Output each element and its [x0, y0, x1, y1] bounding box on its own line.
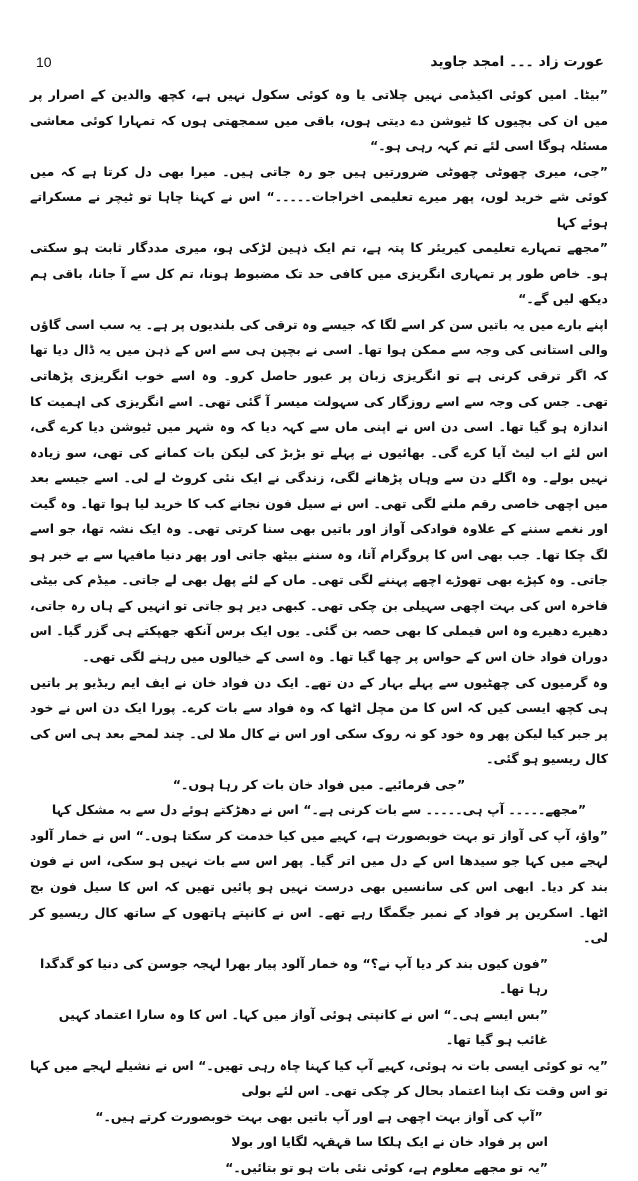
body-text	[30, 82, 608, 1181]
paragraph: ”جی، میری چھوٹی چھوٹی ضرورتیں ہیں جو رہ جاتی ہیں۔ میرا بھی دل کرتا ہے کہ میں کوئی شے خرید لوں، پھر میرے تعلیمی اخراجات۔۔۔۔۔“ اس نے کہنا چاہا تو ٹیچر نے مسکراتے ہوئے کہا	[30, 163, 608, 230]
dialogue-line: ”آپ کی آواز بہت اچھی ہے اور آپ باتیں بھی بہت خوبصورت کرتے ہیں۔“	[95, 1108, 543, 1124]
paragraph: ”مجھے تمہارے تعلیمی کیریئر کا پتہ ہے، تم ایک ذہین لڑکی ہو، میری مددگار ثابت ہو سکتی ہو۔ خاص طور پر تمہاری انگریزی میں کافی حد تک مضبوط ہونا، تم کل سے آ جانا، باقی ہم دیکھ لیں گے۔“	[30, 240, 608, 307]
dialogue-line: ”بس ایسے ہی۔“ اس نے کانپتی ہوئی آواز میں کہا۔ اس کا وہ سارا اعتماد کہیں غائب ہو گیا تھا۔	[58, 1006, 548, 1048]
paragraph: اپنے بارے میں یہ باتیں سن کر اسے لگا کہ جیسے وہ ترقی کی بلندیوں پر ہے۔ یہ سب اسی گاؤں والی استانی کی وجہ سے ممکن ہوا تھا۔ اسی نے بچپن ہی سے اس کے ذہن میں یہ ڈال دیا تھا کہ اگر ترقی کرنی ہے تو انگریزی زبان پر عبور حاصل کرو۔ وہ اسے خوب انگریزی پڑھاتی تھی۔ جس کی وجہ سے اسے روزگار کی سہولت میسر آ گئی تھی۔ اسے انگریزی کی اہمیت کا اندازہ ہو گیا تھا۔ اسی دن اس نے اپنی ماں سے کہہ دیا کہ وہ شہر میں ٹیوشن دیا کرے گی، اس لئے اب لیٹ آیا کرے گی۔ بھائیوں نے پہلے تو بڑبڑ کی لیکن بات کمانے کی تھی، سو زیادہ نہیں بولے۔ وہ اگلے دن سے وہاں پڑھانے لگی، زندگی نے ایک نئی کروٹ لے لی۔ اسے جیسے بعد میں اچھی خاصی رقم ملنے لگی تھی۔ اس نے سیل فون نجانے کب کا خرید لیا ہوا تھا۔ وہ گیت اور نغمے سننے کے علاوہ فوادکی آواز اور باتیں بھی سنا کرتی تھی۔ وہ ایک نشہ تھا، جو اسے لگ چکا تھا۔ جب بھی اس کا پروگرام آتا، وہ سننے بیٹھ جاتی اور پھر دنیا مافیہا سے بے خبر ہو جاتی۔ وہ کپڑے بھی تھوڑے اچھے پہننے لگی تھی۔ ماں کے لئے پھل بھی لے جاتی۔ میڈم کی بیٹی فاخرہ اس کی بہت اچھی سہیلی بن چکی تھی۔ کبھی دیر ہو جاتی تو انہیں کے ہاں رہ جاتی، دھیرے دھیرے وہ اس فیملی کا بھی حصہ بن گئی۔ یوں ایک برس آنکھ جھپکتے ہی گزر گیا۔ اس دوران فواد خان اس کے حواس پر چھا گیا تھا۔ وہ اسی کے خیالوں میں رہنے لگی تھی۔	[30, 316, 608, 665]
dialogue-line: ”فون کیوں بند کر دیا آپ نے؟“ وہ خمار آلود پیار بھرا لہجہ جوسن کی دنیا کو گدگدا رہا تھا۔	[40, 955, 548, 997]
paragraph: ”یہ تو کوئی ایسی بات نہ ہوئی، کہیے آپ کیا کہنا چاہ رہی تھیں۔“ اس نے نشیلے لہجے میں کہا تو اس وقت تک اپنا اعتماد بحال کر چکی تھی۔ اس لئے بولی	[30, 1057, 608, 1099]
paragraph: وہ گرمیوں کی چھٹیوں سے پہلے بہار کے دن تھے۔ ایک دن فواد خان نے ایف ایم ریڈیو پر باتیں ہی کچھ ایسی کیں کہ اس کا من مچل اٹھا کہ وہ فواد سے بات کرے۔ پورا ایک دن اس نے خود پر جبر کیا لیکن پھر وہ خود کو نہ روک سکی اور اس نے کال ملا لی۔ چند لمحے بعد ہی اس کی کال ریسیو ہو گئی۔	[30, 674, 608, 767]
dialogue-line: ”جی فرمائیے۔ میں فواد خان بات کر رہا ہوں۔“	[172, 776, 466, 792]
running-title: عورت زاد ۔۔۔ امجد جاوید	[430, 54, 604, 70]
dialogue-line: ”مجھے۔۔۔۔۔ آپ ہی۔۔۔۔۔ سے بات کرنی ہے۔“ اس نے دھڑکتے ہوئے دل سے بہ مشکل کہا	[51, 802, 587, 818]
page-number: 10	[36, 54, 52, 70]
paragraph: ”بیٹا۔ امیں کوئی اکیڈمی نہیں چلاتی یا وہ کوئی سکول نہیں ہے، کچھ والدین کے اصرار پر میں ان کی بچیوں کا ٹیوشن دے دیتی ہوں، باقی میں سمجھتی ہوں کہ تمہارا کوئی معاشی مسئلہ ہوگا اسی لئے تم کہہ رہی ہو۔“	[30, 87, 608, 154]
paragraph: ”واؤ، آپ کی آواز تو بہت خوبصورت ہے، کہیے میں کیا خدمت کر سکتا ہوں۔“ اس نے خمار آلود لہجے میں کہا جو سیدھا اس کے دل میں اتر گیا۔ پھر اس سے بات نہیں ہو سکی، اس نے فون بند کر دیا۔ ابھی اس کی سانسیں بھی درست نہیں ہو پائیں تھیں کہ اس کا سیل فون بج اٹھا۔ اسکرین پر فواد کے نمبر جگمگا رہے تھے۔ اس نے کانپتے ہاتھوں کے ساتھ کال ریسیو کر لی۔	[30, 827, 608, 946]
page-header	[36, 54, 604, 80]
dialogue-line: ”یہ تو مجھے معلوم ہے، کوئی نئی بات ہو تو بتائیں۔“	[225, 1159, 548, 1175]
paragraph: اس پر فواد خان نے ایک ہلکا سا قہقہہ لگایا اور بولا	[231, 1134, 548, 1150]
